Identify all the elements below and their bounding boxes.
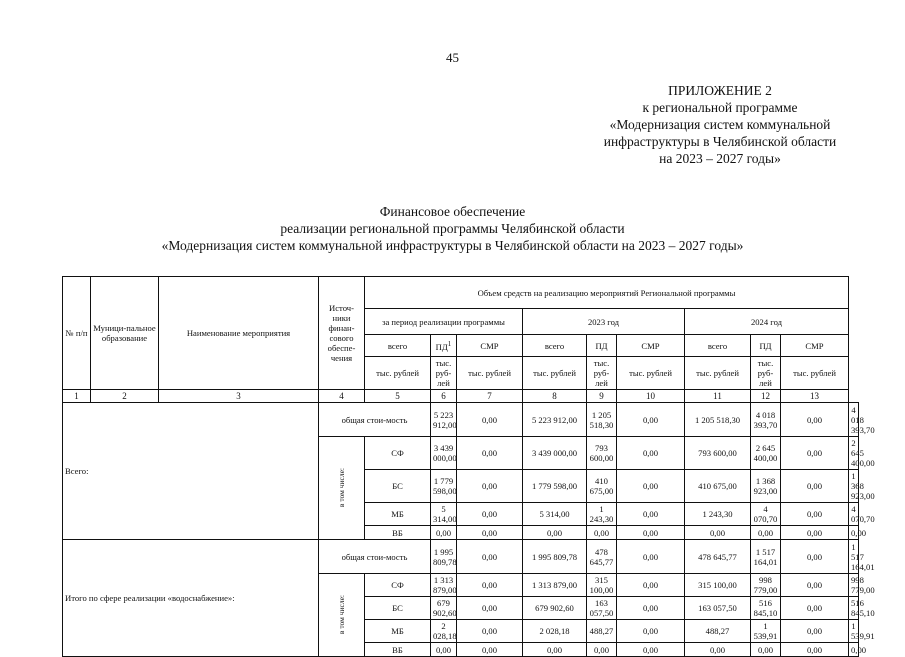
- value-cell: 315 100,00: [587, 574, 617, 597]
- section-label: Всего:: [63, 403, 319, 540]
- value-cell: 1 313 879,00: [431, 574, 457, 597]
- value-cell: 0,00: [781, 503, 849, 526]
- value-cell: 0,00: [781, 437, 849, 470]
- value-cell: 2 028,18: [431, 620, 457, 643]
- footnote-mark: 1: [447, 340, 452, 349]
- value-cell: 1 205 518,30: [685, 403, 751, 437]
- value-cell: 0,00: [781, 597, 849, 620]
- value-cell: 0,00: [457, 574, 523, 597]
- column-number: 1: [63, 390, 91, 403]
- value-cell: 0,00: [751, 526, 781, 540]
- column-number: 7: [457, 390, 523, 403]
- value-cell: 0,00: [781, 403, 849, 437]
- column-number: 13: [781, 390, 849, 403]
- header-pd: ПД: [751, 335, 781, 357]
- header-smr: СМР: [781, 335, 849, 357]
- page-number: 45: [446, 50, 459, 65]
- value-cell: 3 439 000,00: [523, 437, 587, 470]
- title-line: реализации региональной программы Челябинской области: [280, 221, 625, 236]
- value-cell: 0,00: [457, 503, 523, 526]
- value-cell: 998 779,00: [849, 574, 859, 597]
- value-cell: 0,00: [685, 526, 751, 540]
- value-cell: 478 645,77: [587, 540, 617, 574]
- in-that-number-cell: [319, 437, 365, 540]
- header-smr: СМР: [617, 335, 685, 357]
- unit-label: тыс. рублей: [365, 357, 431, 390]
- value-cell: 0,00: [523, 526, 587, 540]
- financing-table: [62, 276, 875, 657]
- value-cell: 1 517 164,01: [751, 540, 781, 574]
- header-year-2023: 2023 год: [523, 309, 685, 335]
- section-label: Итого по сфере реализации «водоснабжение»:: [63, 540, 319, 657]
- value-cell: 0,00: [617, 620, 685, 643]
- value-cell: 0,00: [457, 437, 523, 470]
- source-code: МБ: [365, 503, 431, 526]
- in-that-number-label: в том числе:: [337, 595, 346, 635]
- value-cell: 4 070,70: [849, 503, 859, 526]
- value-cell: 0,00: [617, 526, 685, 540]
- unit-label: тыс. рублей: [685, 357, 751, 390]
- value-cell: 1 779 598,00: [523, 470, 587, 503]
- value-cell: 1 205 518,30: [587, 403, 617, 437]
- value-cell: 1 539,91: [751, 620, 781, 643]
- source-code: СФ: [365, 437, 431, 470]
- in-that-number-cell: [319, 574, 365, 657]
- value-cell: 0,00: [781, 620, 849, 643]
- value-cell: 516 845,10: [849, 597, 859, 620]
- value-cell: 4 070,70: [751, 503, 781, 526]
- unit-label: тыс. рублей: [457, 357, 523, 390]
- table-row: [63, 403, 859, 437]
- value-cell: 4 018 393,70: [849, 403, 859, 437]
- header-smr: СМР: [457, 335, 523, 357]
- value-cell: 0,00: [685, 643, 751, 657]
- column-number: 9: [587, 390, 617, 403]
- total-cost-label: общая стои-мость: [319, 403, 431, 437]
- appendix-line: на 2023 – 2027 годы»: [659, 151, 781, 166]
- value-cell: 0,00: [617, 470, 685, 503]
- value-cell: 0,00: [781, 574, 849, 597]
- value-cell: 0,00: [617, 574, 685, 597]
- value-cell: 0,00: [751, 643, 781, 657]
- value-cell: 0,00: [781, 470, 849, 503]
- total-cost-label: общая стои-мость: [319, 540, 431, 574]
- value-cell: 5 314,00: [431, 503, 457, 526]
- value-cell: 0,00: [457, 470, 523, 503]
- column-number: 3: [159, 390, 319, 403]
- value-cell: 0,00: [587, 526, 617, 540]
- column-number: 2: [91, 390, 159, 403]
- source-code: ВБ: [365, 526, 431, 540]
- source-code: СФ: [365, 574, 431, 597]
- unit-label: тыс. руб-лей: [431, 357, 457, 390]
- value-cell: 1 368 923,00: [751, 470, 781, 503]
- value-cell: 0,00: [587, 643, 617, 657]
- column-number: 8: [523, 390, 587, 403]
- value-cell: 1 243,30: [587, 503, 617, 526]
- value-cell: 0,00: [617, 597, 685, 620]
- column-number: 10: [617, 390, 685, 403]
- unit-label: тыс. руб-лей: [587, 357, 617, 390]
- appendix-header: [560, 82, 880, 167]
- column-number: 4: [319, 390, 365, 403]
- header-pd: ПД: [587, 335, 617, 357]
- source-code: БС: [365, 470, 431, 503]
- value-cell: 0,00: [457, 403, 523, 437]
- value-cell: 1 368 923,00: [849, 470, 859, 503]
- value-cell: 2 645 400,00: [849, 437, 859, 470]
- value-cell: 793 600,00: [587, 437, 617, 470]
- unit-label: тыс. рублей: [781, 357, 849, 390]
- value-cell: 5 314,00: [523, 503, 587, 526]
- appendix-line: «Модернизация систем коммунальной: [609, 117, 831, 132]
- value-cell: 0,00: [431, 526, 457, 540]
- unit-label: тыс. руб-лей: [751, 357, 781, 390]
- value-cell: 1 243,30: [685, 503, 751, 526]
- value-cell: 163 057,50: [587, 597, 617, 620]
- source-code: БС: [365, 597, 431, 620]
- value-cell: 0,00: [617, 540, 685, 574]
- unit-label: тыс. рублей: [523, 357, 587, 390]
- unit-label: тыс. рублей: [617, 357, 685, 390]
- value-cell: 0,00: [457, 526, 523, 540]
- value-cell: 488,27: [587, 620, 617, 643]
- value-cell: 315 100,00: [685, 574, 751, 597]
- source-code: МБ: [365, 620, 431, 643]
- value-cell: 0,00: [457, 540, 523, 574]
- column-number: 6: [431, 390, 457, 403]
- table-body: [63, 403, 875, 657]
- document-title: [0, 203, 905, 254]
- header-volume: Объем средств на реализацию мероприятий Региональной программы: [365, 277, 849, 309]
- header-year-2024: 2024 год: [685, 309, 849, 335]
- value-cell: 0,00: [617, 437, 685, 470]
- value-cell: 0,00: [457, 597, 523, 620]
- header-num: № п/п: [63, 277, 91, 390]
- column-number: 5: [365, 390, 431, 403]
- value-cell: 679 902,60: [523, 597, 587, 620]
- appendix-line: к региональной программе: [642, 100, 798, 115]
- appendix-line: ПРИЛОЖЕНИЕ 2: [668, 83, 772, 98]
- value-cell: 0,00: [457, 643, 523, 657]
- header-pd: [431, 335, 457, 357]
- value-cell: 0,00: [617, 503, 685, 526]
- value-cell: 0,00: [849, 643, 859, 657]
- column-number: 11: [685, 390, 751, 403]
- value-cell: 0,00: [457, 620, 523, 643]
- value-cell: 5 223 912,00: [523, 403, 587, 437]
- value-cell: 0,00: [431, 643, 457, 657]
- value-cell: 516 845,10: [751, 597, 781, 620]
- value-cell: 0,00: [849, 526, 859, 540]
- value-cell: 0,00: [781, 526, 849, 540]
- value-cell: 2 645 400,00: [751, 437, 781, 470]
- value-cell: 4 018 393,70: [751, 403, 781, 437]
- value-cell: 793 600,00: [685, 437, 751, 470]
- value-cell: 1 313 879,00: [523, 574, 587, 597]
- header-event: Наименование мероприятия: [159, 277, 319, 390]
- header-total: всего: [685, 335, 751, 357]
- value-cell: 410 675,00: [685, 470, 751, 503]
- value-cell: 163 057,50: [685, 597, 751, 620]
- value-cell: 998 779,00: [751, 574, 781, 597]
- header-total: всего: [523, 335, 587, 357]
- value-cell: 1 539,91: [849, 620, 859, 643]
- value-cell: 1 779 598,00: [431, 470, 457, 503]
- header-municipality: Муници-пальное образование: [91, 277, 159, 390]
- value-cell: 0,00: [617, 403, 685, 437]
- value-cell: 478 645,77: [685, 540, 751, 574]
- value-cell: 1 995 809,78: [523, 540, 587, 574]
- value-cell: 3 439 000,00: [431, 437, 457, 470]
- header-sources: Источ-ники финан-сового обеспе-чения: [319, 277, 365, 390]
- value-cell: 0,00: [781, 643, 849, 657]
- value-cell: 1 517 164,01: [849, 540, 859, 574]
- in-that-number-label: в том числе:: [337, 468, 346, 508]
- column-number: 12: [751, 390, 781, 403]
- value-cell: 488,27: [685, 620, 751, 643]
- header-pd-label: ПД: [435, 341, 448, 352]
- value-cell: 2 028,18: [523, 620, 587, 643]
- source-code: ВБ: [365, 643, 431, 657]
- appendix-line: инфраструктуры в Челябинской области: [603, 134, 837, 149]
- value-cell: 5 223 912,00: [431, 403, 457, 437]
- value-cell: 0,00: [523, 643, 587, 657]
- value-cell: 0,00: [617, 643, 685, 657]
- table-row: [63, 540, 859, 574]
- header-total: всего: [365, 335, 431, 357]
- header-period: за период реализации программы: [365, 309, 523, 335]
- title-line: «Модернизация систем коммунальной инфраструктуры в Челябинской области на 2023 – 2027 годы»: [161, 238, 744, 253]
- value-cell: 410 675,00: [587, 470, 617, 503]
- value-cell: 0,00: [781, 540, 849, 574]
- title-line: Финансовое обеспечение: [379, 204, 526, 219]
- value-cell: 679 902,60: [431, 597, 457, 620]
- value-cell: 1 995 809,78: [431, 540, 457, 574]
